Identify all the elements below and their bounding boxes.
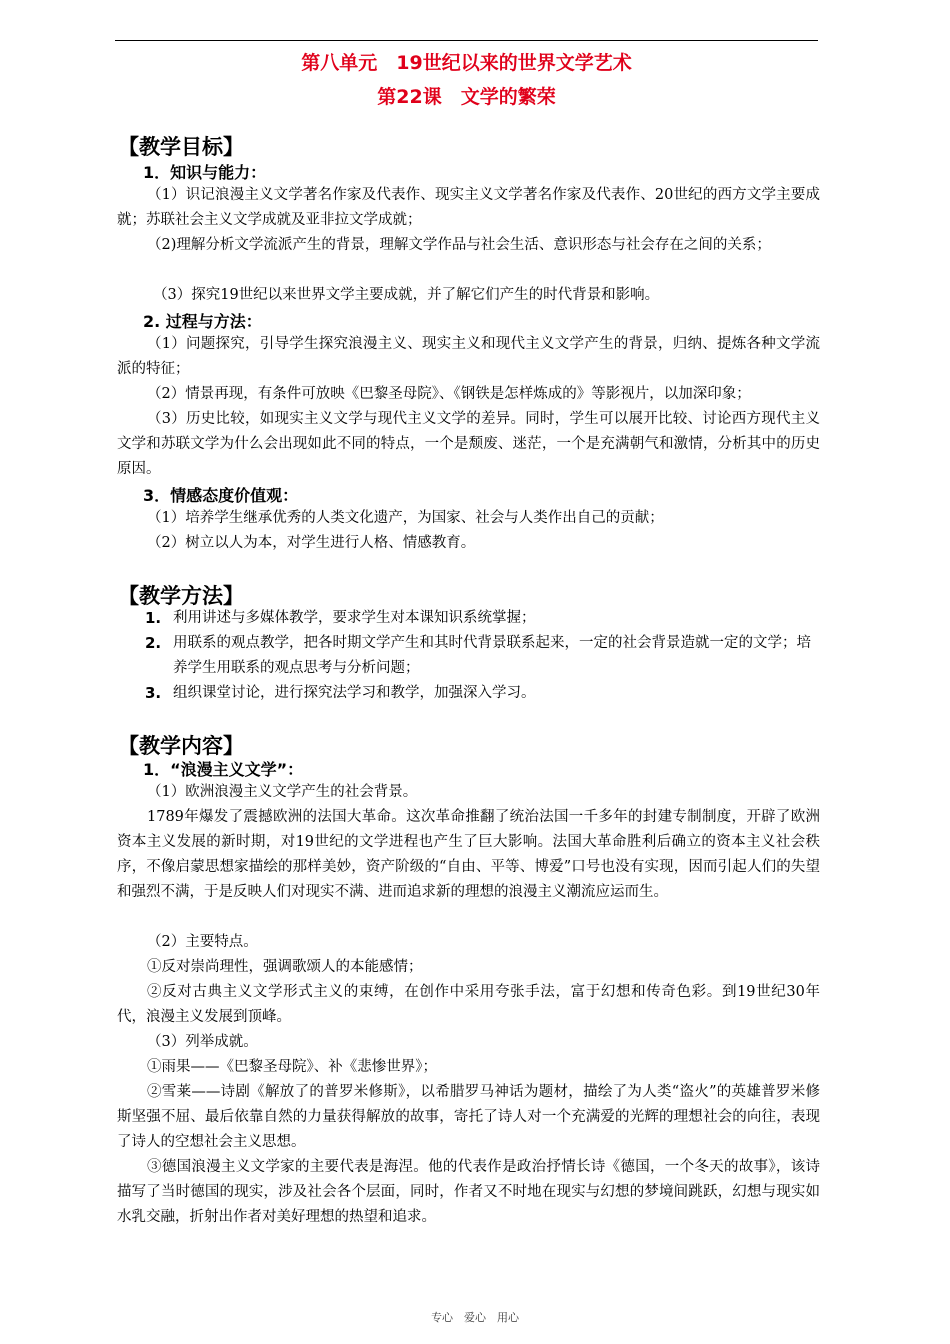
romanticism-title: 1．“浪漫主义文学”： xyxy=(143,760,304,779)
method-number: 3. xyxy=(145,684,162,702)
method-number: 1. xyxy=(145,609,162,627)
achievement-3: ③德国浪漫主义文学家的主要代表是海涅。他的代表作是政治抒情长诗《德国，一个冬天的故事》，该诗描写了当时德国的现实，涉及社会各个层面，同时，作者又不时地在现实与幻想的梦境间跳跃，幻想与现实如水乳交融，折射出作者对美好理想的热望和追求。 xyxy=(117,1159,820,1225)
page-footer: 专心 爱心 用心 xyxy=(431,1311,519,1324)
achievement-1: ①雨果——《巴黎圣母院》、补《悲惨世界》； xyxy=(147,1059,437,1075)
unit-title: 第八单元 19世纪以来的世界文学艺术 xyxy=(301,52,632,74)
method-item xyxy=(145,631,820,681)
background-text: 1789年爆发了震撼欧洲的法国大革命。这次革命推翻了统治法国一千多年的封建专制制度，开辟了欧洲资本主义发展的新时期，对19世纪的文学进程也产生了巨大影响。法国大革命胜利后确立的资本主义社会秩序，不像启蒙思想家描绘的那样美妙，资产阶级的“自由、平等、博爱”口号也没有实现，因而引起人们的失望和强烈不满，于是反映人们对现实不满、进而追求新的理想的浪漫主义潮流应运而生。 xyxy=(117,809,820,900)
method-text: 利用讲述与多媒体教学，要求学生对本课知识系统掌握； xyxy=(173,610,536,626)
process-p1: （1）问题探究，引导学生探究浪漫主义、现实主义和现代主义文学产生的背景，归纳、提炼各种文学流派的特征； xyxy=(117,336,820,377)
objectives-heading: 【教学目标】 xyxy=(118,135,244,159)
knowledge-title: 1．知识与能力： xyxy=(143,163,267,182)
knowledge-p3: （3）探究19世纪以来世界文学主要成就，并了解它们产生的时代背景和影响。 xyxy=(153,287,660,303)
background-title: （1）欧洲浪漫主义文学产生的社会背景。 xyxy=(147,784,418,800)
method-item xyxy=(145,681,820,706)
feature-1: ①反对崇尚理性，强调歌颂人的本能感情； xyxy=(147,959,423,975)
knowledge-p1: （1）识记浪漫主义文学著名作家及代表作、现实主义文学著名作家及代表作、20世纪的西方文学主要成就；苏联社会主义文学成就及亚非拉文学成就； xyxy=(117,187,820,228)
method-text: 组织课堂讨论，进行探究法学习和教学，加强深入学习。 xyxy=(173,685,536,701)
header-rule xyxy=(115,40,818,41)
features-title: （2）主要特点。 xyxy=(147,934,258,950)
method-text: 用联系的观点教学，把各时期文学产生和其时代背景联系起来，一定的社会背景造就一定的文学；培养学生用联系的观点思考与分析问题； xyxy=(173,635,811,676)
feature-2: ②反对古典主义文学形式主义的束缚，在创作中采用夸张手法，富于幻想和传奇色彩。到19世纪30年代，浪漫主义发展到顶峰。 xyxy=(117,984,820,1025)
lesson-title: 第22课 文学的繁荣 xyxy=(377,86,556,108)
values-p2: （2）树立以人为本，对学生进行人格、情感教育。 xyxy=(147,535,476,551)
process-title: 2. 过程与方法： xyxy=(143,312,262,331)
methods-heading: 【教学方法】 xyxy=(118,584,244,608)
process-p2: （2）情景再现，有条件可放映《巴黎圣母院》、《钢铁是怎样炼成的》等影视片，以加深印象； xyxy=(147,386,751,402)
method-item xyxy=(145,606,820,631)
knowledge-p2: （2)理解分析文学流派产生的背景，理解文学作品与社会生活、意识形态与社会存在之间的关系； xyxy=(147,237,771,253)
achievements-title: （3）列举成就。 xyxy=(147,1034,258,1050)
process-p3: （3）历史比较，如现实主义文学与现代主义文学的差异。同时，学生可以展开比较、讨论西方现代主义文学和苏联文学为什么会出现如此不同的特点，一个是颓废、迷茫，一个是充满朝气和激情，分析其中的历史原因。 xyxy=(117,411,820,477)
values-p1: （1）培养学生继承优秀的人类文化遗产，为国家、社会与人类作出自己的贡献； xyxy=(147,510,664,526)
values-title: 3．情感态度价值观： xyxy=(143,486,299,505)
achievement-2: ②雪莱——诗剧《解放了的普罗米修斯》，以希腊罗马神话为题材，描绘了为人类“盗火”的英雄普罗米修斯坚强不屈、最后依靠自然的力量获得解放的故事，寄托了诗人对一个充满爱的光辉的理想社会的向往，表现了诗人的空想社会主义思想。 xyxy=(117,1084,820,1150)
content-heading: 【教学内容】 xyxy=(118,734,244,758)
method-number: 2. xyxy=(145,634,162,652)
